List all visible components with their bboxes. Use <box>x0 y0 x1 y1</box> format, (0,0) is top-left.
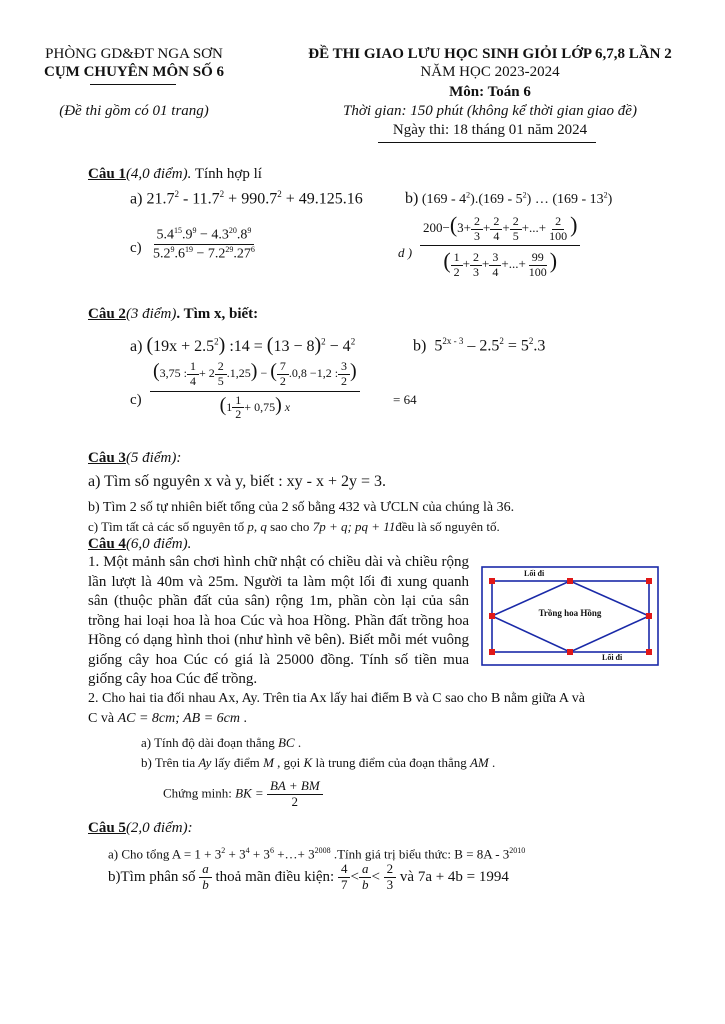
exam-date: Ngày thi: 18 tháng 01 năm 2024 <box>392 122 588 138</box>
q2c-rhs: = 64 <box>393 392 417 407</box>
q1d-label: d ) <box>398 245 413 260</box>
exam-subject: Môn: Toán 6 <box>449 84 531 100</box>
question-3-heading <box>88 450 181 467</box>
page-count-note: (Đề thi gồm có 01 trang) <box>59 103 209 119</box>
q2c-label: c) <box>130 392 142 408</box>
q1a-expression: a) $21.7^2 - 11.7^2 + 990.7^2 + 49.125.16$ <box>130 189 363 208</box>
vertex-dot <box>567 649 573 655</box>
figure-label-center: Trồng hoa Hồng <box>538 608 602 618</box>
question-5-points: (2,0 điểm): <box>125 820 193 836</box>
q3a-text: a) Tìm số nguyên x và y, biết : xy - x + 2y = 3. <box>88 473 387 490</box>
cluster-name: CỤM CHUYÊN MÔN SỐ 6 <box>44 64 224 80</box>
vertex-dot <box>567 578 573 584</box>
q4-part1-text: 1. Một mảnh sân chơi hình chữ nhật có chiều dài và chiều rộng lần lượt là 40m và 25m. Người ta làm một lối đi xung quanh sân (thuộc phần đất của sân) rộng 1m, phần còn lại của sân trồng hai loại hoa là hoa Cúc và hoa Hồng. Phần đất trồng hoa Hồng có dạng hình thoi (như hình vẽ bên). Biết mỗi mét vuông giống cây hoa Cúc có giá là 25000 đồng. Tính số tiền mua giống cây hoa Cúc để trồng. <box>88 554 469 687</box>
school-year: NĂM HỌC 2023-2024 <box>420 64 560 80</box>
q3c-text: c) Tìm tất cả các số nguyên tố p, q sao cho 7p + q; pq + 11đều là số nguyên tố. <box>88 519 500 534</box>
figure-label-bottom: Lối đi <box>602 653 623 662</box>
question-4-title: Câu 4 <box>88 536 126 552</box>
vertex-dot <box>489 578 495 584</box>
vertex-dot <box>489 649 495 655</box>
question-3-points: (5 điểm): <box>125 450 182 466</box>
q4-part2b: b) Trên tia Ay lấy điểm M , gọi K là trung điểm của đoạn thẳng AM . <box>141 755 496 770</box>
question-4-heading <box>88 536 191 553</box>
q2b-expression: b) $5^{2x - 3} - 2.5^2 = 5^2.3$ <box>413 336 546 355</box>
department-name: PHÒNG GD&ĐT NGA SƠN <box>45 46 223 62</box>
q5b-text: b)Tìm phân số $\frac{a}{b}$ thoả mãn điều kiện: $\frac{4}{7}$ < $\frac{a}{b}$ < $\frac{2}{3}$ và 7a + 4b = 1994 <box>108 861 509 892</box>
question-4-points: (6,0 điểm). <box>125 536 192 552</box>
q4-prove-statement: Chứng minh: BK = $\frac{BA + BM}{2}$ <box>163 779 323 810</box>
q4-part2-line1: 2. Cho hai tia đối nhau Ax, Ay. Trên tia Ax lấy hai điểm B và C sao cho B nằm giữa A và <box>88 691 585 706</box>
question-3-title: Câu 3 <box>88 450 126 466</box>
question-1-points: (4,0 điểm). <box>125 166 192 182</box>
q4-part2a: a) Tính độ dài đoạn thẳng BC . <box>141 735 302 750</box>
q1c-label: c) <box>130 240 142 256</box>
q4-part2-line2: C và AC = 8cm; AB = 6cm . <box>88 711 248 726</box>
question-1-title: Câu 1 <box>88 166 126 182</box>
garden-figure <box>481 566 659 666</box>
q3b-text: b) Tìm 2 số tự nhiên biết tổng của 2 số bằng 432 và ƯCLN của chúng là 36. <box>88 500 515 515</box>
cluster-underline <box>90 84 176 85</box>
q2a-expression: a) $(19x + 2.5^2)$ :14 = $(13 - 8)^2 - 4^2$ <box>130 334 356 356</box>
q2c-fraction: (3,75 : $\frac{1}{4}$ + 2 $\frac{2}{5}$ .1,25) − ( $\frac{7}{2}$ .0,8 −1,2 : $\frac{3}{2}$ ) (1 $\frac{1}{2}$ + 0,75) x <box>150 360 360 422</box>
date-underline <box>378 142 596 143</box>
q1d-fraction: 200−(3+ $\frac{2}{3}$ + $\frac{2}{4}$ + $\frac{2}{5}$ +...+ $\frac{2}{100}$ ) ( $\frac{1}{2}$ + $\frac{2}{3}$ + $\frac{3}{4}$ +...+ $\frac{99}{100}$ ) <box>420 212 580 280</box>
question-1-heading <box>88 166 262 183</box>
exam-duration: Thời gian: 150 phút (không kể thời gian giao đề) <box>343 103 637 119</box>
q1c-fraction: $\frac{5.4^{15}.9^9 - 4.3^{20}.8^9}{5.2^9.6^{19} - 7.2^{29}.27^6}$ <box>153 226 255 262</box>
q5a-text: a) Cho tổng $A = 1 + 3^2 + 3^4 + 3^6$ +…+ $3^{2008}$ .Tính giá trị biểu thức: $B = 8A - 3^{2010}$ <box>108 846 526 862</box>
question-5-heading <box>88 820 193 837</box>
question-2-title: Câu 2 <box>88 306 126 322</box>
vertex-dot <box>646 649 652 655</box>
vertex-dot <box>646 578 652 584</box>
question-5-title: Câu 5 <box>88 820 126 836</box>
figure-label-top: Lối đi <box>524 569 545 578</box>
question-2-task: . Tìm x, biết: <box>176 306 259 322</box>
exam-title: ĐỀ THI GIAO LƯU HỌC SINH GIỎI LỚP 6,7,8 LẦN 2 <box>308 46 672 62</box>
question-2-heading <box>88 306 258 323</box>
q1b-expression: b) $(169 - 4^2).(169 - 5^2)$ … $(169 - 13^2)$ <box>405 190 613 207</box>
question-1-task: Tính hợp lí <box>194 166 262 182</box>
question-2-points: (3 điểm) <box>125 306 177 322</box>
